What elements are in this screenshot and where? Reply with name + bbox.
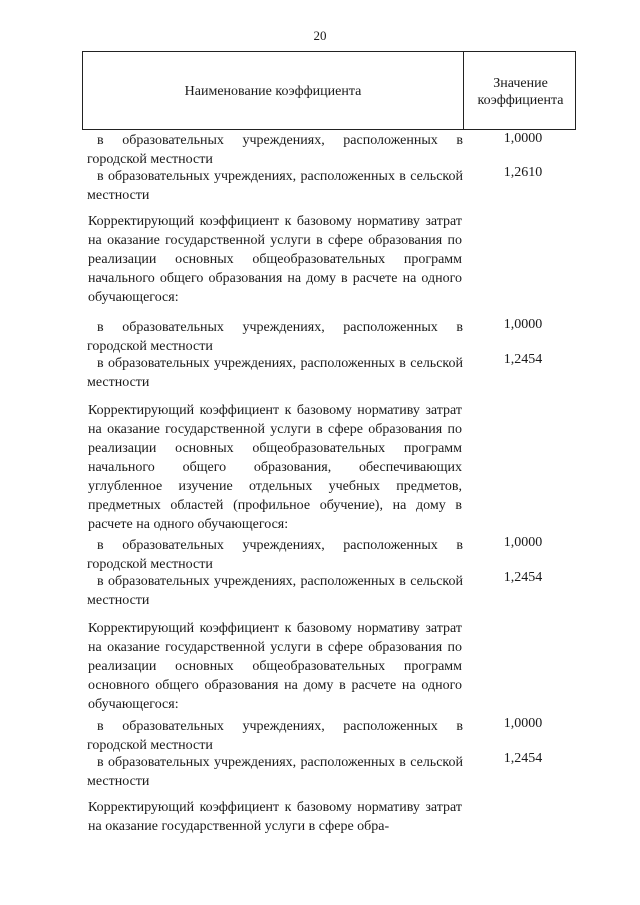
row-urban-1: в образовательных учреждениях, расположенных в городской местности bbox=[87, 133, 463, 167]
paragraph-3: Корректирующий коэффициент к базовому нормативу затрат на оказание государственной услуги в сфере образования по реализации основных общеобразовательных программ основного общего образования на дому в расчете на одного обучающегося: bbox=[88, 621, 462, 712]
header-value-line2: коэффициента bbox=[477, 93, 564, 108]
value-urban-2: 1,0000 bbox=[503, 317, 543, 332]
row-rural-2: в образовательных учреждениях, расположенных в сельской местности bbox=[87, 356, 463, 390]
value-rural-4: 1,2454 bbox=[503, 751, 543, 766]
header-coefficient-name: Наименование коэффициента bbox=[184, 84, 362, 99]
row-urban-2: в образовательных учреждениях, расположенных в городской местности bbox=[87, 320, 463, 354]
coefficient-table-header bbox=[82, 51, 576, 130]
row-rural-1: в образовательных учреждениях, расположенных в сельской местности bbox=[87, 169, 463, 203]
row-urban-4: в образовательных учреждениях, расположенных в городской местности bbox=[87, 719, 463, 753]
row-rural-4: в образовательных учреждениях, расположенных в сельской местности bbox=[87, 755, 463, 789]
header-coefficient-value bbox=[464, 75, 577, 109]
paragraph-4: Корректирующий коэффициент к базовому нормативу затрат на оказание государственной услуги в сфере обра- bbox=[88, 800, 462, 834]
row-rural-3: в образовательных учреждениях, расположенных в сельской местности bbox=[87, 574, 463, 608]
value-urban-3: 1,0000 bbox=[503, 535, 543, 550]
value-rural-2: 1,2454 bbox=[503, 352, 543, 367]
row-urban-3: в образовательных учреждениях, расположенных в городской местности bbox=[87, 538, 463, 572]
value-urban-4: 1,0000 bbox=[503, 716, 543, 731]
header-value-line1: Значение bbox=[493, 76, 548, 91]
value-rural-1: 1,2610 bbox=[503, 165, 543, 180]
value-urban-1: 1,0000 bbox=[503, 131, 543, 146]
page-number: 20 bbox=[313, 28, 327, 43]
value-rural-3: 1,2454 bbox=[503, 570, 543, 585]
paragraph-2: Корректирующий коэффициент к базовому нормативу затрат на оказание государственной услуги в сфере образования по реализации основных общеобразовательных программ начального общего образования, обеспечивающих углубленное изучение отдельных учебных предметов, предметных областей (профильное обучение), на дому в расчете на одного обучающегося: bbox=[88, 403, 462, 532]
paragraph-1: Корректирующий коэффициент к базовому нормативу затрат на оказание государственной услуги в сфере образования по реализации основных общеобразовательных программ начального общего образования на дому в расчете на одного обучающегося: bbox=[88, 214, 462, 305]
